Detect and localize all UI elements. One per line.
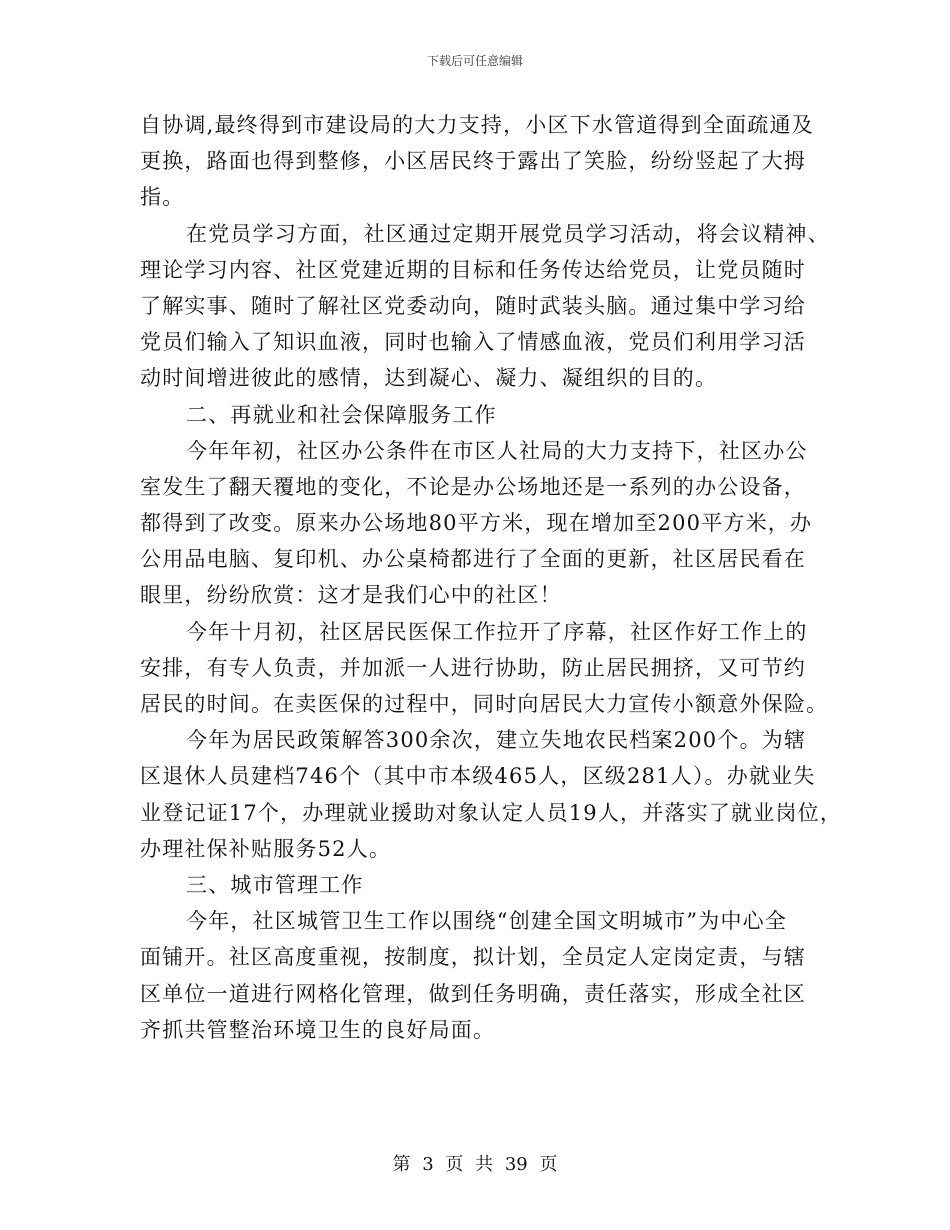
text-line: 更换，路面也得到整修，小区居民终于露出了笑脸，纷纷竖起了大拇 <box>140 149 806 174</box>
text-line: 室发生了翻天覆地的变化，不论是办公场地还是一系列的办公设备， <box>140 474 806 499</box>
text-line: 了解实事、随时了解社区党委动向，随时武装头脑。通过集中学习给 <box>140 293 806 318</box>
text-line: 在党员学习方面，社区通过定期开展党员学习活动，将会议精神、 <box>186 221 830 246</box>
text-line: 都得到了改变。原来办公场地80平方米，现在增加至200平方米，办 <box>140 511 813 536</box>
text-line: 面铺开。社区高度重视，按制度，拟计划，全员定人定岗定责，与辖 <box>140 945 806 970</box>
page-number: 第 3 页 共 39 页 <box>392 1154 558 1175</box>
text-line: 三、城市管理工作 <box>186 872 364 897</box>
text-line: 动时间增进彼此的感情，达到凝心、凝力、凝组织的目的。 <box>140 366 718 391</box>
text-line: 自协调,最终得到市建设局的大力支持，小区下水管道得到全面疏通及 <box>140 113 814 137</box>
text-line: 眼里，纷纷欣赏：这才是我们心中的社区！ <box>140 583 562 608</box>
text-line: 安排，有专人负责，并加派一人进行协助，防止居民拥挤，又可节约 <box>140 655 806 680</box>
text-line: 齐抓共管整治环境卫生的良好局面。 <box>140 1017 496 1042</box>
text-line: 指。 <box>140 185 185 210</box>
text-line: 区单位一道进行网格化管理，做到任务明确，责任落实，形成全社区 <box>140 981 806 1006</box>
text-line: 今年为居民政策解答300余次，建立失地农民档案200个。为辖 <box>186 728 807 753</box>
text-line: 业登记证17个，办理就业援助对象认定人员19人，并落实了就业岗位， <box>140 800 843 825</box>
page-header-note: 下载后可任意编辑 <box>426 54 523 68</box>
document-body <box>140 107 843 1048</box>
text-line: 今年年初，社区办公条件在市区人社局的大力支持下，社区办公 <box>186 438 808 463</box>
text-line: 理论学习内容、社区党建近期的目标和任务传达给党员，让党员随时 <box>140 257 806 282</box>
text-line: 今年十月初，社区居民医保工作拉开了序幕，社区作好工作上的 <box>186 619 808 644</box>
text-line: 二、再就业和社会保障服务工作 <box>186 402 497 427</box>
text-line: 公用品电脑、复印机、办公桌椅都进行了全面的更新，社区居民看在 <box>140 547 806 572</box>
text-line: 居民的时间。在卖医保的过程中，同时向居民大力宣传小额意外保险。 <box>140 692 829 716</box>
text-line: 今年，社区城管卫生工作以围绕“创建全国文明城市”为中心全 <box>186 909 788 934</box>
text-line: 党员们输入了知识血液，同时也输入了情感血液，党员们利用学习活 <box>140 330 806 355</box>
text-line: 办理社保补贴服务52人。 <box>140 836 392 861</box>
text-line: 区退休人员建档746个（其中市本级465人，区级281人）。办就业失 <box>140 764 816 789</box>
